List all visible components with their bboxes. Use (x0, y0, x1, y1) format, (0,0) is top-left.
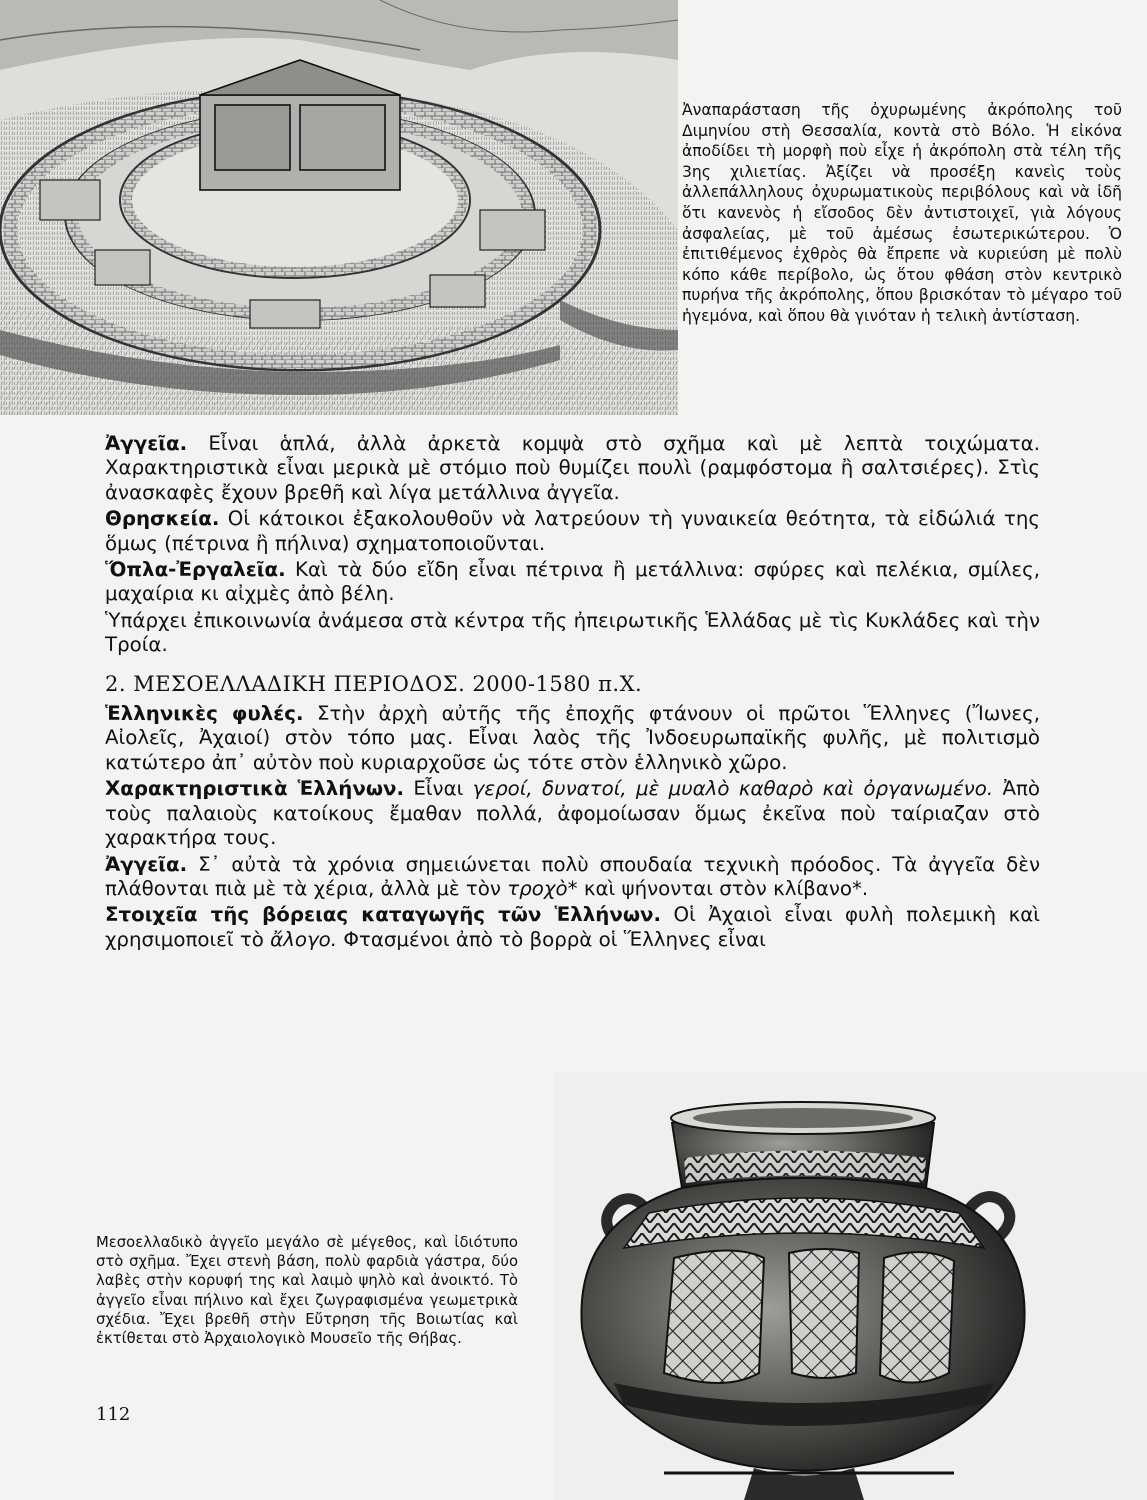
paragraph-vessels-middle (105, 853, 1040, 902)
text-greek-traits-italic: γεροί, δυνατοί, μὲ μυαλὸ καθαρὸ καὶ ὀργανωμένο. (472, 777, 994, 801)
heading-religion: Θρησκεία. (105, 507, 220, 531)
text-greek-tribes: Στὴν ἀρχὴ αὐτῆς τῆς ἐποχῆς φτάνουν οἱ πρῶτοι Ἕλληνες (Ἴωνες, Αἰολεῖς, Ἀχαιοί) στὸν τόπο μας. Εἶναι λαὸς τῆς Ἰνδοευρωπαϊκῆς φυλῆς, μὲ πολιτισμὸ κατώτερο ἀπ᾿ αὐτὸν ποὺ κυριαρχοῦσε ὡς τότε στὸν ἑλληνικὸ χῶρο. (105, 702, 1041, 774)
heading-vessels: Ἀγγεῖα. (105, 432, 188, 455)
text-northern-origin-italic: ἄλογο. (270, 927, 338, 951)
page-number: 112 (96, 1404, 131, 1425)
text-vessels-middle-italic: τροχὸ (507, 876, 568, 900)
paragraph-weapons-tools (105, 558, 1040, 607)
paragraph-communication: Ὑπάρχει ἐπικοινωνία ἀνάμεσα στὰ κέντρα τῆς ἠπειρωτικῆς Ἑλλάδας μὲ τὶς Κυκλάδες καὶ τὴν Τροία. (105, 608, 1040, 657)
vase-caption: Μεσοελλαδικὸ ἀγγεῖο μεγάλο σὲ μέγεθος, καὶ ἰδιότυπο στὸ σχῆμα. Ἔχει στενὴ βάση, πολὺ φαρδιὰ γάστρα, δύο λαβὲς στὴν κορυφή της καὶ λαιμὸ ψηλὸ καὶ ἀνοικτό. Τὸ ἀγγεῖο εἶναι πήλινο καὶ ἔχει ζωγραφισμένα γεωμετρικὰ σχέδια. Ἔχει βρεθῆ στὴν Εὔτρηση τῆς Βοιωτίας καὶ ἐκτίθεται στὸ Ἀρχαιολογικὸ Μουσεῖο τῆς Θήβας. (96, 1234, 518, 1348)
text-vessels-middle-b: * καὶ ψήνονται στὸν κλίβανο*. (567, 876, 869, 900)
heading-greek-traits: Χαρακτηριστικὰ Ἑλλήνων. (105, 777, 405, 801)
main-text (105, 432, 1040, 954)
text-greek-traits-b: Ἀπὸ τοὺς παλαιοὺς κατοίκους ἔμαθαν πολλά, ἀφομοίωσαν ὅμως ἐκεῖνα ποὺ ταίριαζαν στὸ χαρακτήρα τους. (105, 777, 1040, 850)
heading-weapons-tools: Ὅπλα-Ἐργαλεῖα. (105, 558, 286, 582)
text-religion: Οἱ κάτοικοι ἐξακολουθοῦν νὰ λατρεύουν τὴ γυναικεία θεότητα, τὰ εἰδώλιά της ὅμως (πέτρινα ἢ πήλινα) σχηματοποιοῦνται. (105, 507, 1040, 555)
text-weapons-tools: Καὶ τὰ δύο εἴδη εἶναι πέτρινα ἢ μετάλλινα: σφύρες καὶ πελέκια, σμίλες, μαχαίρια κι αἰχμὲς ἀπὸ βέλη. (105, 558, 1040, 606)
text-vessels: Εἶναι ἁπλά, ἀλλὰ ἀρκετὰ κομψὰ στὸ σχῆμα καὶ μὲ λεπτὰ τοιχώματα. Χαρακτηριστικὰ εἶναι μερικὰ μὲ στόμιο ποὺ θυμίζει πουλὶ (ραμφόστομα ἢ σαλτσιέρες). Στὶς ἀνασκαφὲς ἔχουν βρεθῆ καὶ λίγα μετάλλινα ἀγγεῖα. (105, 432, 1040, 504)
text-northern-origin-a: Οἱ Ἀχαιοὶ εἶναι φυλὴ πολεμικὴ καὶ χρησιμοποιεῖ τὸ (105, 903, 1040, 951)
illustration-caption: Ἀναπαράσταση τῆς ὀχυρωμένης ἀκρόπολης τοῦ Διμηνίου στὴ Θεσσαλία, κοντὰ στὸ Βόλο. Ἡ εἰκόνα ἀποδίδει τὴ μορφὴ ποὺ εἶχε ἡ ἀκρόπολη στὰ τέλη τῆς 3ης χιλιετίας. Ἀξίζει νὰ προσέξη κανεὶς τοὺς ἀλλεπάλληλους ὀχυρωματικοὺς περιβόλους καὶ νὰ ἰδῆ ὅτι κανενὸς ἡ εἴσοδος δὲν ἀντιστοιχεῖ, γιὰ λόγους ἀσφαλείας, μὲ τοῦ ἀμέσως ἐσωτερικώτερου. Ὁ ἐπιτιθέμενος ἐχθρὸς θὰ ἔπρεπε νὰ κυριεύση μὲ πολὺ κόπο κάθε περίβολο, ὡς ὅτου φθάση στὸν κεντρικὸ πυρήνα τῆς ἀκρόπολης, ὅπου βρισκόταν τὸ μέγαρο τοῦ ἡγεμόνα, καὶ ὅπου θὰ γινόταν ἡ τελικὴ ἀντίσταση. (682, 101, 1122, 325)
paragraph-greek-traits (105, 777, 1040, 850)
text-northern-origin-b: Φτασμένοι ἀπὸ τὸ βορρὰ οἱ Ἕλληνες εἶναι (337, 927, 766, 951)
paragraph-northern-origin (105, 903, 1040, 952)
heading-vessels-middle: Ἀγγεῖα. (105, 852, 188, 876)
paragraph-greek-tribes (105, 702, 1040, 775)
dimini-acropolis-illustration (0, 0, 678, 415)
heading-northern-origin: Στοιχεῖα τῆς βόρειας καταγωγῆς τῶν Ἑλλήνων. (105, 903, 661, 927)
text-greek-traits-a: Εἶναι (404, 777, 473, 801)
text-vessels-middle-a: Σ᾿ αὐτὰ τὰ χρόνια σημειώνεται πολὺ σπουδαία τεχνικὴ πρόοδος. Τὰ ἀγγεῖα δὲν πλάθονται πιὰ μὲ τὰ χέρια, ἀλλὰ μὲ τὸν (105, 852, 1040, 900)
middle-helladic-vase-photo (554, 1073, 1147, 1500)
heading-greek-tribes: Ἑλληνικὲς φυλές. (105, 702, 304, 726)
paragraph-religion (105, 507, 1040, 556)
section-title: 2. ΜΕΣΟΕΛΛΑΔΙΚΗ ΠΕΡΙΟΔΟΣ. 2000-1580 π.Χ. (105, 671, 643, 696)
paragraph-vessels (105, 432, 1040, 505)
